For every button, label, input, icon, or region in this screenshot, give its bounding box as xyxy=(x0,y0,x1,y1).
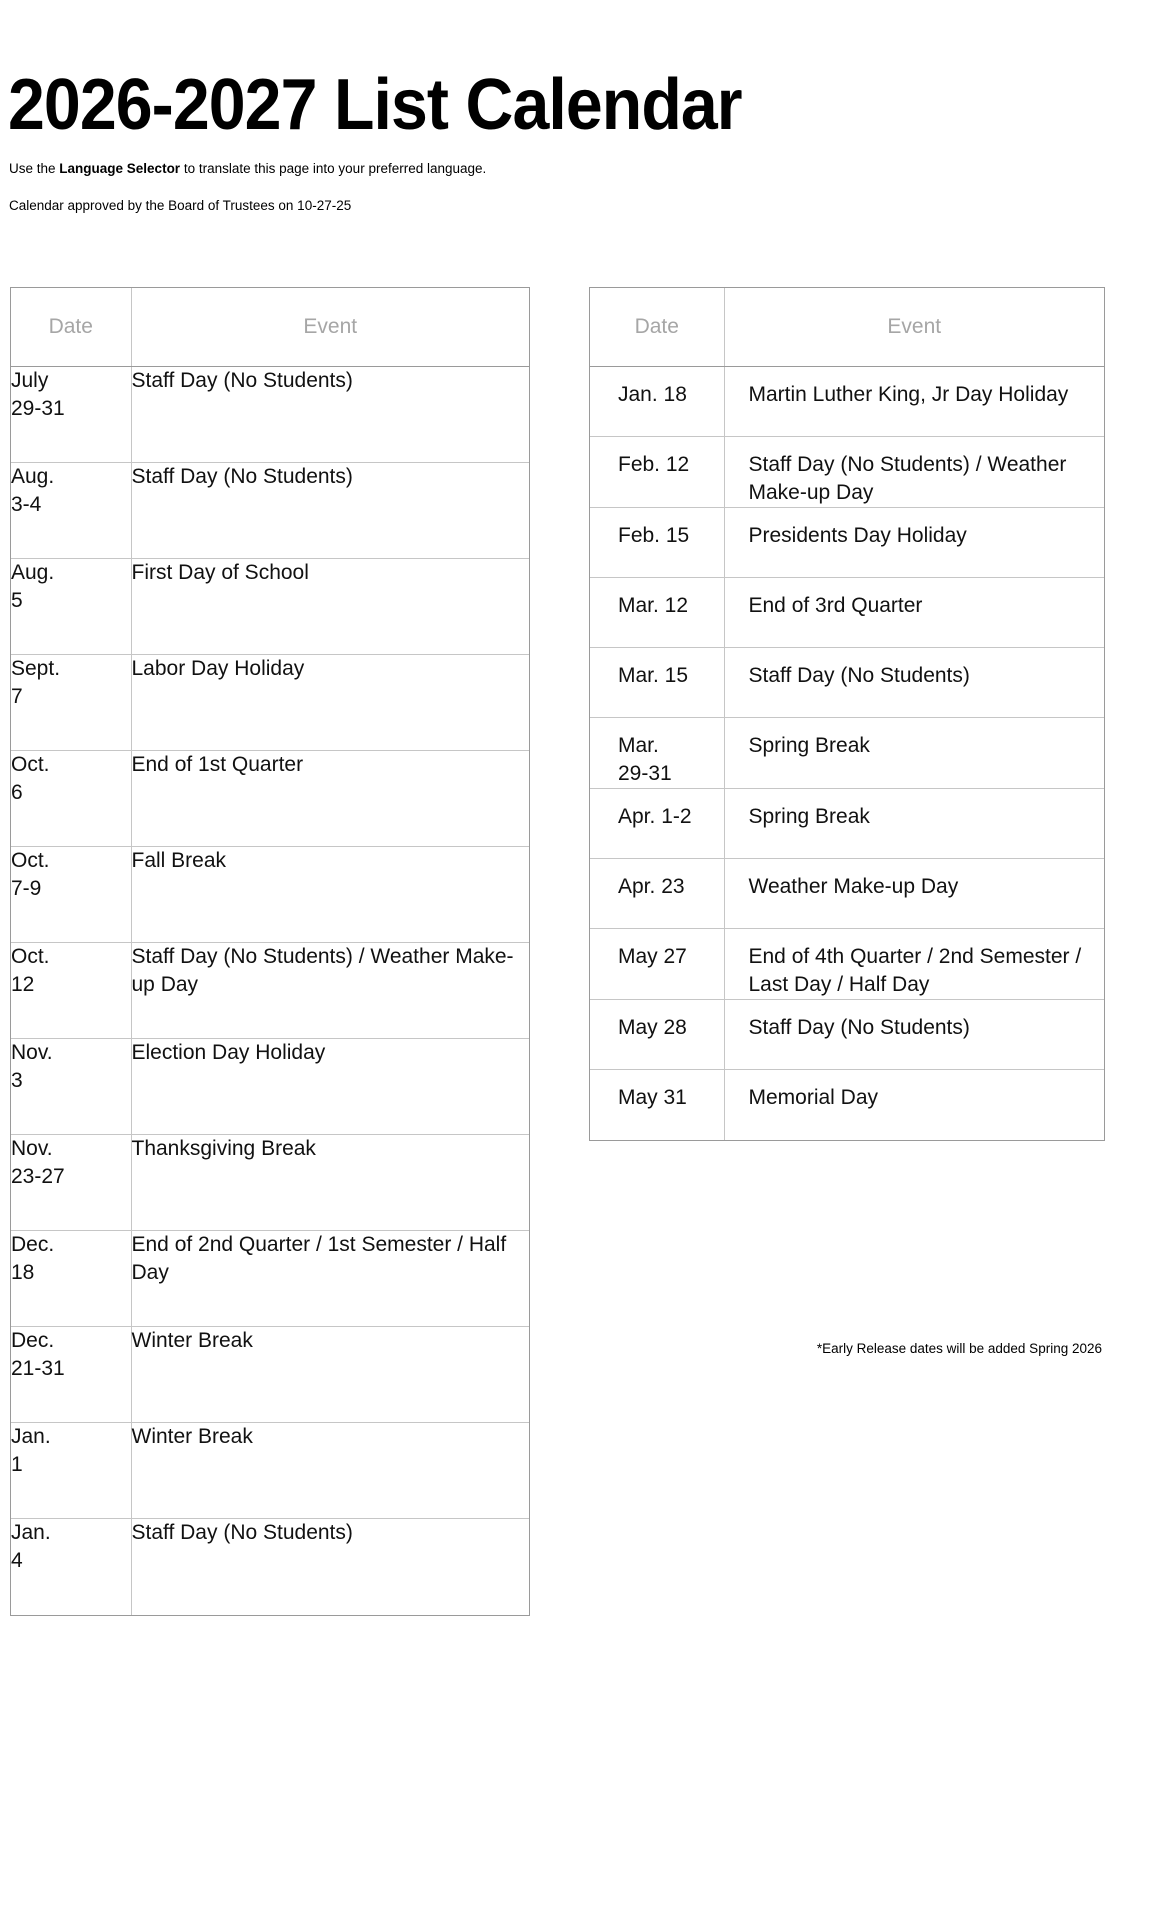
calendar-table-right xyxy=(589,287,1105,1141)
cell-event xyxy=(131,1135,529,1231)
cell-event xyxy=(131,1423,529,1519)
cell-event-text: Weather Make-up Day xyxy=(748,875,959,898)
table-row xyxy=(590,578,1104,648)
cell-event xyxy=(724,859,1104,929)
cell-date-line: 5 xyxy=(11,589,23,612)
cell-event xyxy=(724,718,1104,789)
cell-date-line: 3-4 xyxy=(11,493,42,516)
cell-event xyxy=(131,1327,529,1423)
cell-event xyxy=(131,1231,529,1327)
cell-event-text: Spring Break xyxy=(748,805,870,828)
cell-date-line: Apr. 23 xyxy=(618,875,685,898)
cell-date xyxy=(11,1423,131,1519)
column-header-event: Event xyxy=(724,288,1104,367)
cell-event-text: Staff Day (No Students) xyxy=(131,1521,353,1544)
cell-date-line: Nov. xyxy=(11,1137,53,1160)
cell-date xyxy=(590,367,724,437)
cell-date-line: Mar. 12 xyxy=(618,594,689,617)
calendar-table-left-grid xyxy=(11,288,529,1615)
cell-date xyxy=(11,655,131,751)
column-header-event: Event xyxy=(131,288,529,367)
cell-date xyxy=(11,1519,131,1615)
cell-event xyxy=(724,1000,1104,1070)
cell-event-text: End of 2nd Quarter / 1st Semester / Half Day xyxy=(131,1233,507,1284)
table-left-header xyxy=(11,288,529,367)
cell-date-line: 23-27 xyxy=(11,1165,65,1188)
cell-event xyxy=(724,578,1104,648)
table-row xyxy=(11,943,529,1039)
language-selector-note-suffix: to translate this page into your preferred language. xyxy=(180,161,487,176)
table-row xyxy=(590,648,1104,718)
cell-event xyxy=(724,1070,1104,1140)
cell-date xyxy=(590,437,724,508)
cell-event-text: Martin Luther King, Jr Day Holiday xyxy=(748,383,1069,406)
cell-date xyxy=(11,559,131,655)
cell-date-line: Jan. xyxy=(11,1521,51,1544)
cell-date-line: Jan. xyxy=(11,1425,51,1448)
calendar-table-left xyxy=(10,287,530,1616)
cell-event-text: End of 3rd Quarter xyxy=(748,594,923,617)
cell-event xyxy=(131,1519,529,1615)
cell-event-text: Staff Day (No Students) xyxy=(748,664,970,687)
cell-date xyxy=(590,789,724,859)
cell-date-line: Sept. xyxy=(11,657,61,680)
cell-date-line: 3 xyxy=(11,1069,23,1092)
column-header-date: Date xyxy=(11,288,131,367)
cell-event xyxy=(131,847,529,943)
language-selector-note xyxy=(9,160,486,178)
table-right-body xyxy=(590,367,1104,1140)
cell-date-line: 21-31 xyxy=(11,1357,65,1380)
page-title: 2026-2027 List Calendar xyxy=(8,65,742,146)
table-row xyxy=(11,1135,529,1231)
cell-event-text: Staff Day (No Students) xyxy=(748,1016,970,1039)
cell-event xyxy=(131,559,529,655)
cell-event xyxy=(131,751,529,847)
cell-date-line: Oct. xyxy=(11,753,50,776)
table-right-header xyxy=(590,288,1104,367)
cell-date-line: Apr. 1-2 xyxy=(618,805,692,828)
cell-date-line: 18 xyxy=(11,1261,35,1284)
cell-event-text: Presidents Day Holiday xyxy=(748,524,967,547)
cell-date-line: Dec. xyxy=(11,1329,55,1352)
calendar-table-right-grid xyxy=(590,288,1104,1140)
table-row xyxy=(11,1519,529,1615)
cell-date-line: 7 xyxy=(11,685,23,708)
cell-date-line: Feb. 12 xyxy=(618,453,690,476)
cell-date xyxy=(590,648,724,718)
cell-event-text: Fall Break xyxy=(131,849,227,872)
table-row xyxy=(11,1327,529,1423)
table-row xyxy=(11,847,529,943)
cell-date xyxy=(11,463,131,559)
cell-date xyxy=(11,751,131,847)
table-row xyxy=(11,655,529,751)
cell-date xyxy=(11,367,131,463)
table-row xyxy=(11,1039,529,1135)
cell-date-line: Feb. 15 xyxy=(618,524,690,547)
cell-date-line: Aug. xyxy=(11,465,55,488)
cell-event xyxy=(131,463,529,559)
cell-date-line: Mar. 15 xyxy=(618,664,689,687)
table-row xyxy=(590,437,1104,508)
cell-event-text: Memorial Day xyxy=(748,1086,879,1109)
table-header-row xyxy=(11,288,529,367)
language-selector-note-prefix: Use the xyxy=(9,161,60,176)
cell-date-line: 7-9 xyxy=(11,877,42,900)
cell-event-text: Staff Day (No Students) / Weather Make-up Day xyxy=(131,945,514,996)
cell-date xyxy=(590,718,724,789)
cell-date-line: Oct. xyxy=(11,945,50,968)
table-row xyxy=(11,751,529,847)
cell-event-text: Staff Day (No Students) xyxy=(131,465,353,488)
cell-event xyxy=(724,508,1104,578)
cell-date xyxy=(590,1070,724,1140)
cell-date xyxy=(590,859,724,929)
cell-date-line: 29-31 xyxy=(618,762,672,785)
cell-date xyxy=(590,508,724,578)
cell-date xyxy=(11,1231,131,1327)
cell-date-line: May 31 xyxy=(618,1086,687,1109)
column-header-date: Date xyxy=(590,288,724,367)
cell-date-line: Oct. xyxy=(11,849,50,872)
table-row xyxy=(590,789,1104,859)
cell-event-text: End of 1st Quarter xyxy=(131,753,304,776)
table-row xyxy=(11,559,529,655)
cell-date xyxy=(11,943,131,1039)
table-row xyxy=(11,1231,529,1327)
early-release-footnote: *Early Release dates will be added Spring 2026 xyxy=(816,1341,1102,1356)
cell-date xyxy=(590,929,724,1000)
cell-date-line: 1 xyxy=(11,1453,23,1476)
table-row xyxy=(590,367,1104,437)
cell-event-text: Winter Break xyxy=(131,1425,253,1448)
cell-event-text: Spring Break xyxy=(748,734,870,757)
table-row xyxy=(590,718,1104,789)
cell-event xyxy=(131,943,529,1039)
cell-date-line: Nov. xyxy=(11,1041,53,1064)
cell-date-line: 29-31 xyxy=(11,397,65,420)
cell-event-text: Labor Day Holiday xyxy=(131,657,305,680)
cell-date-line: 4 xyxy=(11,1549,23,1572)
cell-event xyxy=(724,437,1104,508)
cell-date-line: May 28 xyxy=(618,1016,687,1039)
cell-date-line: 12 xyxy=(11,973,35,996)
cell-event-text: Thanksgiving Break xyxy=(131,1137,316,1160)
cell-date xyxy=(590,1000,724,1070)
table-row xyxy=(11,1423,529,1519)
table-left-body xyxy=(11,367,529,1615)
table-row xyxy=(590,929,1104,1000)
language-selector-label: Language Selector xyxy=(59,161,181,176)
table-row xyxy=(590,1000,1104,1070)
cell-date-line: July xyxy=(11,369,49,392)
cell-date xyxy=(11,1327,131,1423)
cell-event xyxy=(724,929,1104,1000)
cell-event xyxy=(724,648,1104,718)
cell-date-line: Dec. xyxy=(11,1233,55,1256)
cell-event-text: Staff Day (No Students) xyxy=(131,369,353,392)
cell-date-line: 6 xyxy=(11,781,23,804)
table-row xyxy=(11,463,529,559)
cell-event xyxy=(724,789,1104,859)
cell-event-text: Winter Break xyxy=(131,1329,253,1352)
table-header-row xyxy=(590,288,1104,367)
table-row xyxy=(11,367,529,463)
cell-date xyxy=(11,847,131,943)
cell-event-text: Staff Day (No Students) / Weather Make-up Day xyxy=(748,453,1067,504)
cell-date-line: Jan. 18 xyxy=(618,383,687,406)
cell-event xyxy=(131,367,529,463)
approval-note: Calendar approved by the Board of Trustees on 10-27-25 xyxy=(9,198,352,213)
cell-date-line: Mar. xyxy=(618,734,659,757)
cell-date xyxy=(11,1039,131,1135)
cell-event-text: First Day of School xyxy=(131,561,309,584)
cell-event-text: Election Day Holiday xyxy=(131,1041,326,1064)
cell-date xyxy=(590,578,724,648)
cell-date-line: May 27 xyxy=(618,945,687,968)
cell-date xyxy=(11,1135,131,1231)
cell-event xyxy=(724,367,1104,437)
cell-event xyxy=(131,1039,529,1135)
cell-event xyxy=(131,655,529,751)
cell-date-line: Aug. xyxy=(11,561,55,584)
cell-event-text: End of 4th Quarter / 2nd Semester / Last Day / Half Day xyxy=(748,945,1082,996)
table-row xyxy=(590,508,1104,578)
table-row xyxy=(590,859,1104,929)
table-row xyxy=(590,1070,1104,1140)
